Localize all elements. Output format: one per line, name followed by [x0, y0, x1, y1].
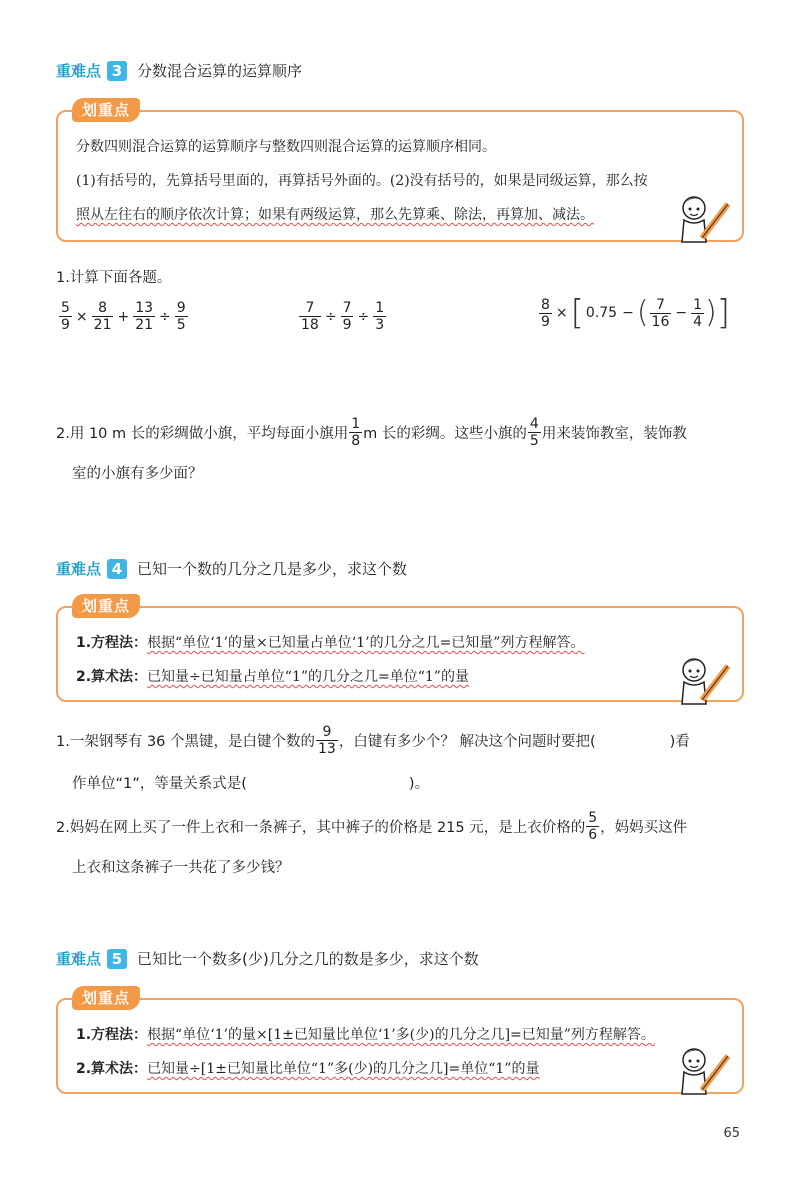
question-2: 2.用 10 m 长的彩绸做小旗，平均每面小旗用 $\frac{1}{8}$ m 长的彩绸。这些小旗的 $\frac{4}{5}$ 用来装饰教室，装饰教: [56, 416, 687, 449]
method-1-line: 1.方程法：根据“单位‘1’的量×[1±已知量比单位‘1’多(少)的几分之几]=已知量”列方程解答。: [76, 1027, 655, 1043]
expression-3: $\frac{8}{9}$ × [ 0.75 − ( $\frac{7}{16}$ − $\frac{1}{4}$ ) ]: [541, 293, 731, 333]
page-number: 65: [723, 1126, 740, 1141]
student-mascot-icon: [672, 190, 732, 250]
key-points-box-3: [56, 101, 744, 242]
fraction: $\frac{8}{9}$: [541, 296, 550, 330]
section-title: 分数混合运算的运算顺序: [137, 62, 303, 80]
fraction: $\frac{7}{16}$: [651, 296, 670, 330]
fraction: $\frac{5}{6}$: [588, 810, 598, 843]
method-1-line: 1.方程法：根据“单位‘1’的量×已知量占单位‘1’的几分之几=已知量”列方程解答。: [76, 635, 585, 651]
fraction: $\frac{4}{5}$: [529, 416, 539, 449]
fraction: $\frac{1}{3}$: [375, 300, 385, 333]
key-points-box-5: [56, 989, 744, 1094]
fraction: $\frac{8}{21}$: [93, 300, 112, 333]
s4-question-1: 1.一架钢琴有 36 个黑键，是白键个数的 $\frac{9}{13}$ ，白键有多少个？ 解决这个问题时要把( )看: [56, 724, 690, 757]
section-number-badge: 5: [107, 949, 127, 969]
section-header-3: [56, 60, 302, 81]
s4-question-2-line-2: 上衣和这条裤子一共花了多少钱？: [72, 860, 290, 876]
expression-2: $\frac{7}{18}$ ÷ $\frac{7}{9}$ ÷ $\frac{1}{3}$: [301, 300, 385, 333]
question-2-line-2: 室的小旗有多少面？: [72, 466, 203, 482]
fraction: $\frac{1}{8}$: [351, 416, 361, 449]
s4-question-1-line-2: 作单位“1”，等量关系式是( )。: [72, 772, 429, 793]
key-point-line-3: 照从左往右的顺序依次计算；如果有两级运算，那么先算乘、除法，再算加、减法。: [76, 207, 594, 223]
answer-blank[interactable]: [247, 772, 409, 793]
s4-question-2: 2.妈妈在网上买了一件上衣和一条裤子，其中裤子的价格是 215 元，是上衣价格的 $\frac{5}{6}$ ，妈妈买这件: [56, 810, 688, 843]
key-points-tab: 划重点: [72, 986, 140, 1010]
key-points-tab: 划重点: [72, 98, 140, 122]
key-point-line-2: (1)有括号的，先算括号里面的，再算括号外面的。(2)没有括号的，如果是同级运算，那么按: [76, 173, 648, 189]
key-points-box-4: [56, 597, 744, 702]
fraction: $\frac{5}{9}$: [61, 300, 70, 333]
fraction: $\frac{7}{18}$: [301, 300, 319, 333]
section-tag: 重难点: [56, 950, 102, 968]
section-tag: 重难点: [56, 560, 102, 578]
question-1-label: 1.计算下面各题。: [56, 270, 172, 286]
section-header-4: [56, 558, 407, 579]
fraction: $\frac{13}{21}$: [135, 300, 154, 333]
fraction: $\frac{9}{13}$: [318, 724, 336, 757]
fraction: $\frac{7}{9}$: [342, 300, 352, 333]
section-header-5: [56, 948, 479, 969]
section-title: 已知比一个数多(少)几分之几的数是多少，求这个数: [137, 950, 479, 968]
fraction: $\frac{1}{4}$: [693, 296, 703, 330]
method-2-line: 2.算术法：已知量÷已知量占单位“1”的几分之几=单位“1”的量: [76, 669, 469, 685]
student-mascot-icon: [672, 652, 732, 712]
key-points-tab: 划重点: [72, 594, 140, 618]
section-tag: 重难点: [56, 62, 102, 80]
fraction: $\frac{9}{5}$: [176, 300, 186, 333]
section-number-badge: 4: [107, 559, 127, 579]
expression-1: $\frac{5}{9}$ × $\frac{8}{21}$ + $\frac{13}{21}$ ÷ $\frac{9}{5}$: [61, 300, 186, 333]
section-title: 已知一个数的几分之几是多少，求这个数: [137, 560, 408, 578]
method-2-line: 2.算术法：已知量÷[1±已知量比单位“1”多(少)的几分之几]=单位“1”的量: [76, 1061, 540, 1077]
key-point-line-1: 分数四则混合运算的运算顺序与整数四则混合运算的运算顺序相同。: [76, 139, 496, 155]
section-number-badge: 3: [107, 61, 127, 81]
student-mascot-icon: [672, 1042, 732, 1102]
